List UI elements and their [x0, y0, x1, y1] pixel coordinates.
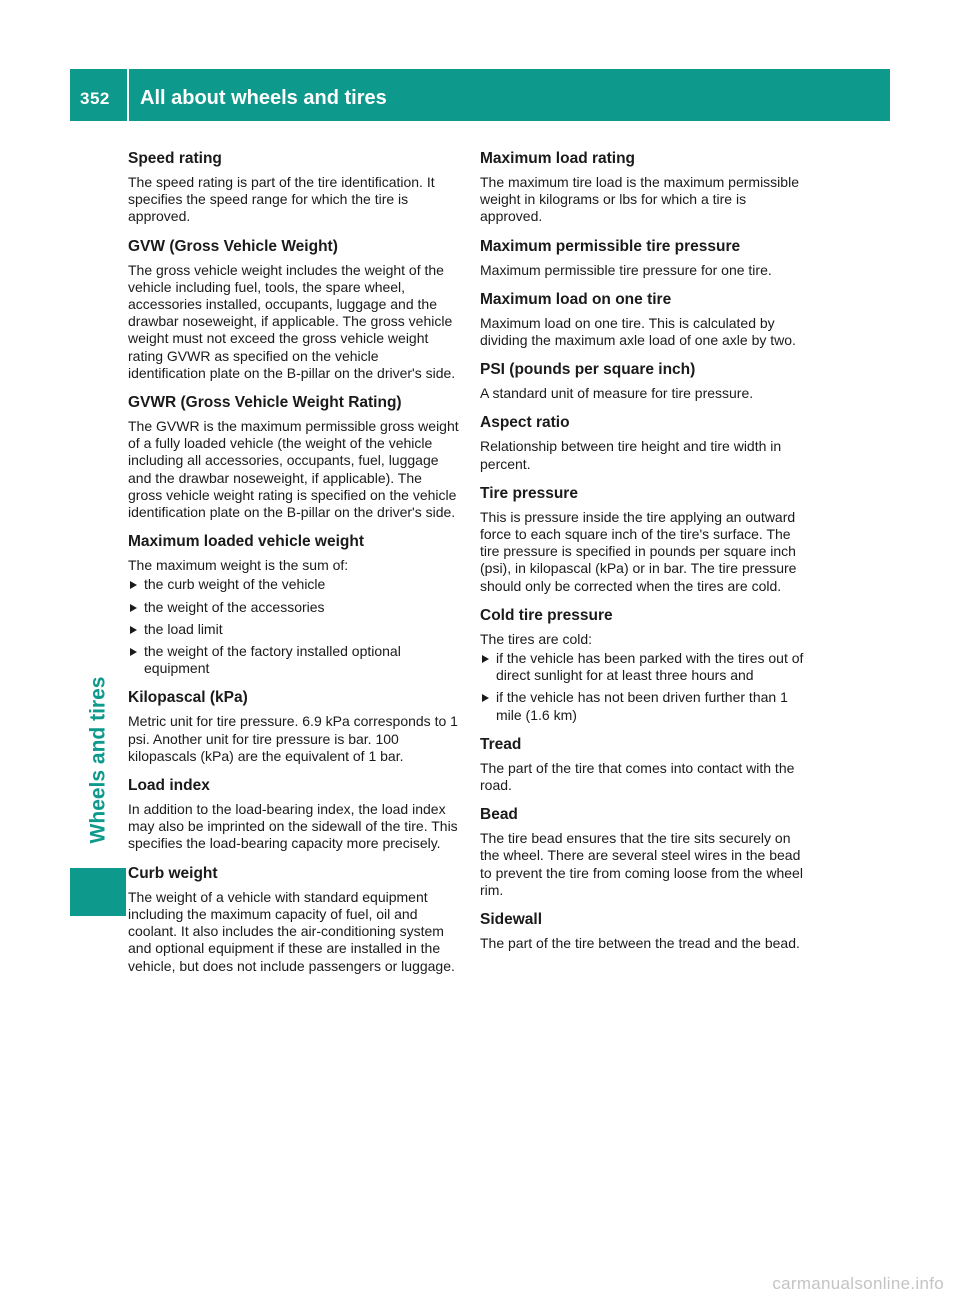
- section-text: The tire bead ensures that the tire sits securely on the wheel. There are several steel wires in the bead to prevent the tire from coming loose from the wheel rim.: [480, 830, 803, 898]
- section-text: The weight of a vehicle with standard equipment including the maximum capacity of fuel, oil and coolant. It also includes the air-conditioning system and optional equipment if these are installed in the vehicle, but does not include passengers or luggage.: [128, 888, 455, 974]
- section-text: The gross vehicle weight includes the weight of the vehicle including fuel, tools, the spare wheel, accessories installed, occupants, luggage and the drawbar noseweight, if applicable. The gross vehicle weight must not exceed the gross vehicle weight rating GVWR as specified on the vehicle identification plate on the B-pillar on the driver's side.: [128, 261, 456, 381]
- section: [480, 412, 812, 472]
- section-heading: Kilopascal (kPa): [128, 689, 248, 707]
- bullet-item: the curb weight of the vehicle: [128, 576, 460, 593]
- side-tab-label: Wheels and tires: [86, 676, 110, 844]
- section-heading: Load index: [128, 777, 210, 795]
- section-text: In addition to the load-bearing index, the load index may also be imprinted on the sidewall of the tire. This specifies the load-bearing capacity more precisely.: [128, 801, 458, 852]
- section-heading: Speed rating: [128, 150, 222, 167]
- section-heading: PSI (pounds per square inch): [480, 361, 696, 379]
- right-column: [480, 148, 812, 962]
- section-heading: GVWR (Gross Vehicle Weight Rating): [128, 394, 402, 412]
- section: [128, 531, 460, 677]
- section: [128, 775, 460, 853]
- section-heading: Sidewall: [480, 911, 543, 929]
- section: [480, 483, 812, 595]
- section: [480, 148, 812, 226]
- section-text: Relationship between tire height and tire width in percent.: [480, 438, 782, 472]
- section-text: The maximum tire load is the maximum permissible weight in kilograms or lbs for which a tire is approved.: [480, 174, 799, 225]
- section-heading: Aspect ratio: [480, 414, 570, 432]
- section: [128, 236, 460, 382]
- section-heading: Tire pressure: [480, 484, 578, 502]
- section: [128, 687, 460, 765]
- bullet-item: the weight of the accessories: [128, 599, 460, 616]
- section: [128, 863, 460, 975]
- section-heading: GVW (Gross Vehicle Weight): [128, 237, 338, 255]
- section-heading: Bead: [480, 806, 518, 824]
- section-text: The tires are cold:: [480, 630, 593, 647]
- header-divider: [127, 69, 129, 121]
- section-heading: Curb weight: [128, 864, 218, 882]
- section-text: Maximum load on one tire. This is calculated by dividing the maximum axle load of one axle by two.: [480, 314, 796, 349]
- section: [480, 909, 812, 952]
- section: [480, 734, 812, 794]
- section-heading: Maximum load rating: [480, 150, 636, 167]
- section-heading: Maximum permissible tire pressure: [480, 237, 741, 255]
- section-text: The speed rating is part of the tire identification. It specifies the speed range for which the tire is approved.: [128, 174, 435, 225]
- page-number: 352: [80, 89, 110, 108]
- section-text: Maximum permissible tire pressure for one tire.: [480, 261, 772, 278]
- bullet-item: if the vehicle has been parked with the tires out of direct sunlight for at least three hours and: [480, 650, 812, 684]
- bullet-item: the load limit: [128, 621, 460, 638]
- section-text: A standard unit of measure for tire pressure.: [480, 385, 754, 402]
- left-column: [128, 148, 460, 985]
- section-text: This is pressure inside the tire applying an outward force to each square inch of the tire's surface. The tire pressure is specified in pounds per square inch (psi), in kilopascal (kPa) or in bar. The tire pressure should only be corrected when the tires are cold.: [480, 508, 797, 594]
- bullet-list: [128, 576, 460, 677]
- chapter-title: All about wheels and tires: [140, 87, 387, 109]
- side-tab-marker: [70, 868, 126, 916]
- section: [480, 289, 812, 349]
- section-heading: Cold tire pressure: [480, 606, 613, 624]
- bullet-list: [480, 650, 812, 724]
- section: [480, 605, 812, 724]
- section-text: The maximum weight is the sum of:: [128, 557, 349, 574]
- bullet-item: if the vehicle has not been driven further than 1 mile (1.6 km): [480, 689, 812, 723]
- section-text: Metric unit for tire pressure. 6.9 kPa corresponds to 1 psi. Another unit for tire pressure is bar. 100 kilopascals (kPa) are the equivalent of 1 bar.: [128, 713, 458, 764]
- section-text: The GVWR is the maximum permissible gross weight of a fully loaded vehicle (the weight of the vehicle including all accessories, occupants, fuel, luggage and the drawbar noseweight, if applicable). The gross vehicle weight rating is specified on the vehicle identification plate on the B-pillar on the driver's side.: [128, 418, 459, 521]
- section-heading: Tread: [480, 735, 522, 753]
- section: [480, 236, 812, 279]
- watermark: carmanualsonline.info: [772, 1274, 944, 1293]
- section-heading: Maximum load on one tire: [480, 290, 672, 308]
- section-heading: Maximum loaded vehicle weight: [128, 533, 365, 551]
- section: [128, 148, 460, 226]
- section: [480, 804, 812, 899]
- side-tab: [70, 655, 126, 865]
- bullet-item: the weight of the factory installed optional equipment: [128, 643, 460, 677]
- section: [128, 392, 460, 521]
- section-text: The part of the tire between the tread and the bead.: [480, 935, 800, 952]
- section: [480, 359, 812, 402]
- section-text: The part of the tire that comes into contact with the road.: [480, 759, 795, 794]
